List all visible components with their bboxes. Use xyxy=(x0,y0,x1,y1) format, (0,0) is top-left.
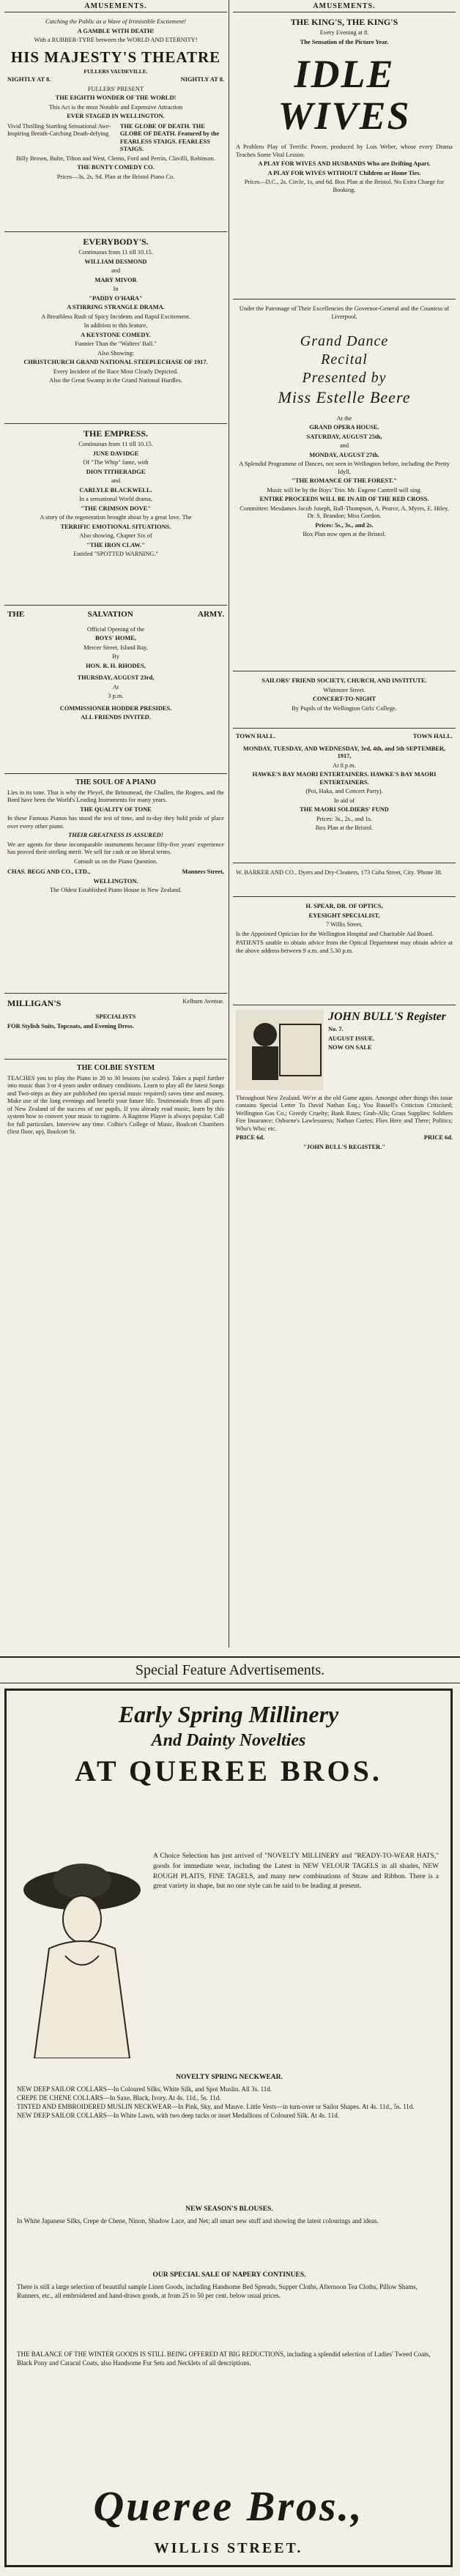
ev-stirring: A STIRRING STRANGLE DRAMA. xyxy=(67,304,165,310)
dr-sat: SATURDAY, AUGUST 25th, xyxy=(306,433,382,440)
qb-balance-section xyxy=(17,2350,442,2367)
qb-subtitle: And Dainty Novelties xyxy=(151,1731,306,1750)
co-body: TEACHES you to play the Piano in 20 to 30 lessons (no scales). Takes a pupil further into music than 3 or 4 years under ordinary conditions. Learn to play all the latest Songs and Two-steps as they are published (no special music required) saves time and money. Make use of the long evenings and benefit your future life. Testimonials from all parts of New Zealand of the success of our pupils. If you already read music, learn by this system how to convert your music to ragtime. A Ragtime Player is always popular. Call for full particulars. Interview any time. Colbie's College of Music, Boulcott Chambers (first floor, up), Boulcott St. xyxy=(7,1074,224,1135)
salvation-army-ad xyxy=(4,606,227,774)
th-title-r: TOWN HALL. xyxy=(412,733,453,740)
th-prices: Prices: 3s., 2s., and 1s. xyxy=(316,815,373,822)
th-poi: (Poi, Haka, and Concert Party). xyxy=(305,788,383,794)
hm-nightly-left: NIGHTLY AT 8. xyxy=(7,76,51,83)
hm-company: THE BUNTY COMEDY CO. xyxy=(77,164,155,171)
sa-hon: HON. R. H. RHODES, xyxy=(86,662,146,669)
jb-price: PRICE 6d. xyxy=(236,1134,265,1141)
sa-home: BOYS' HOME, xyxy=(95,635,136,642)
mi-name: MILLIGAN'S xyxy=(7,998,62,1008)
em-star1: JUNE DAVIDGE xyxy=(92,450,139,457)
sa-invited: ALL FRIENDS INVITED. xyxy=(81,714,151,721)
th-box: Box Plan at the Bristol. xyxy=(315,824,374,831)
ev-funnier: Funnier Than the "Walters' Ball." xyxy=(75,340,157,347)
em-title: THE EMPRESS. xyxy=(83,428,149,439)
sp-patients: PATIENTS unable to obtain advice from the Optical Department may obtain advice at the above address between 9 a.m. and 5.30 p.m. xyxy=(236,939,453,954)
pi-quality: THE QUALITY OF TONE xyxy=(80,805,152,813)
john-bulls-register-ad xyxy=(233,1005,456,1178)
ev-title: EVERYBODY'S. xyxy=(83,237,149,247)
queree-bros-ad xyxy=(4,1689,453,2567)
qb-blouses-heading: NEW SEASON'S BLOUSES. xyxy=(185,2205,273,2213)
jb-price2: PRICE 6d. xyxy=(423,1134,453,1141)
piano-ad xyxy=(4,774,227,994)
sp-body: Is the Appointed Optician for the Wellington Hospital and Charitable Aid Board. xyxy=(236,930,434,937)
dance-recital-ad xyxy=(233,299,456,671)
kings-ad xyxy=(233,12,456,299)
hm-presents: FULLERS' PRESENT xyxy=(87,85,144,92)
ev-cont: Continuous from 11 till 10.15. xyxy=(78,249,153,256)
sp-addr: 7 Willis Street, xyxy=(326,921,363,928)
colbie-ad xyxy=(4,1060,227,1228)
ev-film: "PADDY O'HARA" xyxy=(89,294,143,302)
qb-neckwear-heading: NOVELTY SPRING NECKWEAR. xyxy=(176,2074,283,2081)
right-column-header: AMUSEMENTS. xyxy=(233,0,456,12)
dr-and: and xyxy=(339,442,349,449)
hm-right-words: THE GLOBE OF DEATH. THE GLOBE OF DEATH. Featured by the FEARLESS STAIGS. FEARLESS STAIGS. xyxy=(119,122,220,153)
spear-optics-ad xyxy=(233,897,456,1005)
em-star3: CARLYLE BLACKWELL. xyxy=(79,486,152,494)
sailors-friend-ad xyxy=(233,671,456,729)
jb-issue: AUGUST ISSUE. xyxy=(328,1035,375,1042)
ba-text: W. BARKER AND CO., Dyers and Dry-Cleaners, 173 Cuba Street, City. 'Phone 38. xyxy=(236,869,442,876)
pi-greatness: THEIR GREATNESS IS ASSURED! xyxy=(68,832,163,838)
pi-oldest: The Oldest Established Piano House in New Zealand. xyxy=(49,887,182,893)
milligans-ad xyxy=(4,994,227,1060)
ki-sensation: The Sensation of the Picture Year. xyxy=(300,38,389,45)
sp-title: H. SPEAR, DR. OF OPTICS, xyxy=(305,903,383,909)
hm-title: HIS MAJESTY'S THEATRE xyxy=(10,48,221,66)
em-warning: Entitled "SPOTTED WARNING." xyxy=(73,551,158,557)
hm-line1: A GAMBLE WITH DEATH! xyxy=(77,27,155,34)
qb-blouses-section xyxy=(17,2203,442,2225)
qb-napery-section xyxy=(17,2269,442,2300)
pi-title: THE SOUL OF A PIANO xyxy=(75,778,156,786)
em-star2: DION TITHERADGE xyxy=(86,468,146,475)
john-bull-figure-icon xyxy=(236,1010,324,1090)
pi-city: WELLINGTON. xyxy=(93,877,138,885)
ev-addition: In addition to this feature, xyxy=(84,322,148,329)
ev-star1: WILLIAM DESMOND xyxy=(84,258,147,265)
sf-concert: CONCERT-TO-NIGHT xyxy=(312,696,376,702)
pi-consult: Consult us on the Piano Question. xyxy=(74,857,157,865)
sa-title-m: SALVATION xyxy=(87,610,133,619)
pi-firm-l: CHAS. BEGG AND CO., LTD., xyxy=(7,868,91,875)
qb-at: AT QUEREE BROS. xyxy=(75,1754,382,1787)
hm-ever: EVER STAGED IN WELLINGTON. xyxy=(67,113,165,120)
ev-every: Every Incident of the Race Most Clearly Depicted. xyxy=(53,368,179,375)
qb-napery-heading: OUR SPECIAL SALE OF NAPERY CONTINUES. xyxy=(152,2271,306,2279)
sa-at: At xyxy=(112,683,119,690)
qb-logo: Queree Bros., xyxy=(93,2482,364,2530)
lady-in-hat-illustration xyxy=(20,1846,144,2058)
qb-neck2: CREPE DE CHENE COLLARS—In Saxe, Black, Ivory. At 4s. 11d., 5s. 11d. xyxy=(17,2093,221,2102)
jb-footer: "JOHN BULL'S REGISTER." xyxy=(303,1143,385,1150)
pi-p1: Lies in its tone. That is why the Pleyel, the Brinsmead, the Challen, the Rogers, and the Bord have been the World's Leading Instruments for many years. xyxy=(7,789,224,803)
jb-no: No. 7. xyxy=(328,1026,344,1032)
pi-p2: In these Famous Pianos has stood the test of time, and to-day they hold pride of place over every other piano. xyxy=(7,815,224,830)
dr-patronage: Under the Patronage of Their Excellencies the Governor-General and the Countess of Liverpool. xyxy=(239,305,450,320)
dr-mon: MONDAY, AUGUST 27th. xyxy=(309,451,379,458)
hm-left-words: Vivid Thrilling Startling Sensational Awe-Inspiring Breath-Catching Death-defying xyxy=(7,122,111,138)
dr-prices: Prices: 5s., 3s., and 2s. xyxy=(315,521,374,529)
sa-address: Mercer Street, Island Bay, xyxy=(84,644,148,651)
ki-prices: Prices—D.C., 2s. Circle, 1s, and 6d. Box Plan at the Bristol. No Extra Charge for Booking. xyxy=(244,179,445,193)
ev-swamp: Also the Great Swamp in the Grand National Hurdles. xyxy=(49,377,182,384)
sa-time: 3 p.m. xyxy=(108,693,124,700)
ev-grand: CHRISTCHURCH GRAND NATIONAL STEEPLECHASE OF 1917. xyxy=(23,359,208,365)
hm-prices: Prices—3s, 2s, Sd. Plan at the Bristol Piano Co. xyxy=(56,173,175,180)
ki-film: IDLE WIVES xyxy=(278,52,411,138)
ev-showing: Also Showing: xyxy=(97,349,135,357)
jb-body: Throughout New Zealand. We're at the old Game again. Amongst other things this issue contains Special Letter To David Nathan Esq.; You Russell's Criticism Criticised; Wellington Gas Co.; Greedy Cruelty; Bank Rates; Grab-Alls; Grass Supplies: Soldiers Fire Insurance; Osborne's Lawlessness; Nathan Cortes; Flies Here and There; Politics; Who's Who; etc. xyxy=(236,1094,453,1132)
sf-where: Whitmore Street. xyxy=(323,686,366,693)
ev-keystone: A KEYSTONE COMEDY. xyxy=(81,331,151,338)
em-film: "THE CRIMSON DOVE" xyxy=(81,505,151,512)
pi-firm-r: Manners Street, xyxy=(182,868,224,875)
town-hall-ad xyxy=(233,729,456,863)
qb-napery: There is still a large selection of beautiful sample Linen Goods, including Handsome Bed Spreads, Supper Cloths, Afternoon Tea Cloths, Pillow Shams, Runners, etc., all embroidered and hand-drawn goods, at from 25 to 50 per cent. below usual prices. xyxy=(17,2282,418,2299)
em-story: A story of the regeneration brought about by a great love. The xyxy=(40,514,192,521)
sa-official: Official Opening of the xyxy=(86,625,145,633)
qb-neck4: NEW DEEP SAILOR COLLARS—In White Lawn, with two deep tucks or inset Medallions of Coloured Silk. At 4s. 11d. xyxy=(17,2112,339,2120)
right-column xyxy=(233,0,456,1178)
em-cont: Continuous from 11 till 10.15. xyxy=(78,441,153,447)
hm-nightly-right: NIGHTLY AT 8. xyxy=(180,76,224,83)
dr-splendid: A Splendid Programme of Dances, not seen in Wellington before, including the Pretty Idyll, xyxy=(239,461,450,475)
co-title: THE COLBIE SYSTEM xyxy=(76,1064,155,1072)
qb-intro: A Choice Selection has just arrived of "NOVELTY MILLINERY and "READY-TO-WEAR HATS," goods for immediate wear, including the Latest in NEW VELOUR TAGELS in all shades, NEW ROUGH PLAITS, FINE TAGELS, and many new combinations of Straw and Ribbon. There is a great variety in shape, but no one style can be said to be leading at present. xyxy=(153,1853,439,1891)
sp-sub: EYESIGHT SPECIALIST, xyxy=(308,912,380,919)
hm-eighth: THE EIGHTH WONDER OF THE WORLD! xyxy=(55,94,177,102)
sa-title-l: THE xyxy=(7,610,25,619)
jb-now: NOW ON SALE xyxy=(328,1044,372,1051)
dr-romance: "THE ROMANCE OF THE FOREST." xyxy=(292,477,397,484)
everybodys-ad xyxy=(4,232,227,424)
dr-music: Music will be by the Boys' Trio. Mr. Eugene Cantrell will sing. xyxy=(267,486,422,494)
th-aid: In aid of xyxy=(333,797,355,804)
em-in: In a sensational World drama, xyxy=(79,496,152,502)
dr-proceeds: ENTIRE PROCEEDS WILL BE IN AID OF THE RED CROSS. xyxy=(259,496,429,502)
ki-title: THE KING'S, THE KING'S xyxy=(290,17,398,27)
qb-street: WILLIS STREET. xyxy=(154,2540,303,2556)
sa-date: THURSDAY, AUGUST 23rd, xyxy=(77,674,155,682)
left-column xyxy=(4,0,227,1228)
dr-house: GRAND OPERA HOUSE. xyxy=(309,424,379,431)
empress-ad xyxy=(4,424,227,606)
qb-title: Early Spring Millinery xyxy=(118,1701,339,1727)
dr-box: Box Plan now open at the Bristol. xyxy=(303,531,386,537)
em-also: Also showing, Chapter Six of xyxy=(79,532,152,539)
pi-p3: We are agents for these incomparable instruments because fifty-five years' experience has proved their sterling merit. We sell for cash or on liberal terms. xyxy=(7,841,224,855)
sf-title: SAILORS' FRIEND SOCIETY, CHURCH, AND INSTITUTE. xyxy=(261,677,427,684)
special-feature-heading: Special Feature Advertisements. xyxy=(0,1656,460,1683)
sa-by: By xyxy=(112,653,119,660)
barker-ad xyxy=(233,863,456,897)
hm-subtitle: FULLERS VAUDEVILLE. xyxy=(84,67,148,75)
dr-script3: Presented by xyxy=(302,370,387,386)
ev-in: In xyxy=(113,286,119,292)
ki-every: Every Evening at 8. xyxy=(319,29,369,36)
dr-script2: Recital xyxy=(321,351,368,368)
em-iron: "THE IRON CLAW." xyxy=(86,541,145,548)
th-hawkes: HAWKE'S BAY MAORI ENTERTAINERS. HAWKE'S BAY MAORI ENTERTAINERS. xyxy=(252,771,437,786)
th-title-l: TOWN HALL. xyxy=(236,733,276,740)
his-majestys-ad xyxy=(4,12,227,232)
ev-star2: MARY MIVOR xyxy=(94,276,137,283)
th-fund: THE MAORI SOLDIERS' FUND xyxy=(300,806,389,813)
sa-commissioner: COMMISSIONER HODDER PRESIDES. xyxy=(59,704,172,712)
mi-address: Kelburn Avenue. xyxy=(182,998,224,1005)
ki-play1: A PLAY FOR WIVES AND HUSBANDS Who are Drifting Apart. xyxy=(258,160,431,168)
hm-intro: Catching the Public as a Wave of Irresistible Excitement! xyxy=(45,18,186,25)
dr-at: At the xyxy=(336,414,352,422)
hm-supporting: Billy Brown, Bulte, Tilton and West, Clemo, Ford and Perrin, Clavilli, Robinson. xyxy=(16,155,215,162)
qb-neckwear-section xyxy=(17,2071,442,2120)
jb-title: JOHN BULL'S Register xyxy=(328,1010,446,1023)
left-column-header: AMUSEMENTS. xyxy=(4,0,227,12)
em-and: and xyxy=(111,477,121,484)
ev-and: and xyxy=(111,267,121,274)
hm-act: This Act is the most Notable and Expensive Attraction xyxy=(48,103,183,111)
qb-balance: THE BALANCE OF THE WINTER GOODS IS STILL BEING OFFERED AT BIG REDUCTIONS, including a splendid selection of Ladies' Tweed Coats, Black Pony and Caracul Coats, also Handsome Fur Sets and Necklets of all descriptions. xyxy=(17,2350,431,2367)
qb-blouses: In White Japanese Silks, Crepe de Chene, Ninon, Shadow Lace, and Net; all smart new stuff and showing the latest colourings and ideas. xyxy=(17,2216,379,2225)
qb-neck3: TINTED AND EMBROIDERED MUSLIN NECKWEAR—In Pink, Sky, and Mauve. Little Vests—in turn-over or Sailor Shapes. At 4s. 11d., 5s. 11d. xyxy=(17,2103,415,2111)
dr-script4: Miss Estelle Beere xyxy=(278,388,411,406)
mi-for: FOR Stylish Suits, Topcoats, and Evening Dress. xyxy=(7,1022,134,1030)
ki-play2: A PLAY FOR WIVES WITHOUT Children or Home Ties. xyxy=(267,169,421,176)
ev-breath: A Breathless Rush of Spicy Incidents and Rapid Excitement. xyxy=(41,313,190,320)
qb-neck1: NEW DEEP SAILOR COLLARS—In Coloured Silks, White Silk, and Spot Muslin. All 3s. 11d. xyxy=(17,2085,272,2093)
em-ofthe: Of "The Whip" fame, with xyxy=(83,459,149,466)
mi-specialists: SPECIALISTS xyxy=(95,1013,136,1020)
em-terrific: TERRIFIC EMOTIONAL SITUATIONS. xyxy=(60,523,171,530)
th-dates: MONDAY, TUESDAY, AND WEDNESDAY, 3rd, 4th, and 5th SEPTEMBER, 1917, xyxy=(242,745,446,759)
dr-script1: Grand Dance xyxy=(300,333,389,349)
ki-problem: A Problem Play of Terrific Power, produced by Lois Weber, whose every Drama Teaches Some Vital Lesson. xyxy=(236,144,453,158)
hm-line2: With a RUBBER-TYRE between the WORLD AND ETERNITY! xyxy=(34,37,198,43)
dr-committee: Committee: Mesdames Jacob Joseph, Ball-Thompson, A. Pearce, A. Myers, E. Hiley, Dr. S. Brandon; Miss Gordon. xyxy=(240,505,449,519)
sa-title-r: ARMY. xyxy=(198,610,224,619)
sf-by: By Pupils of the Wellington Girls' College. xyxy=(292,704,397,712)
th-time: At 8 p.m. xyxy=(333,762,356,769)
